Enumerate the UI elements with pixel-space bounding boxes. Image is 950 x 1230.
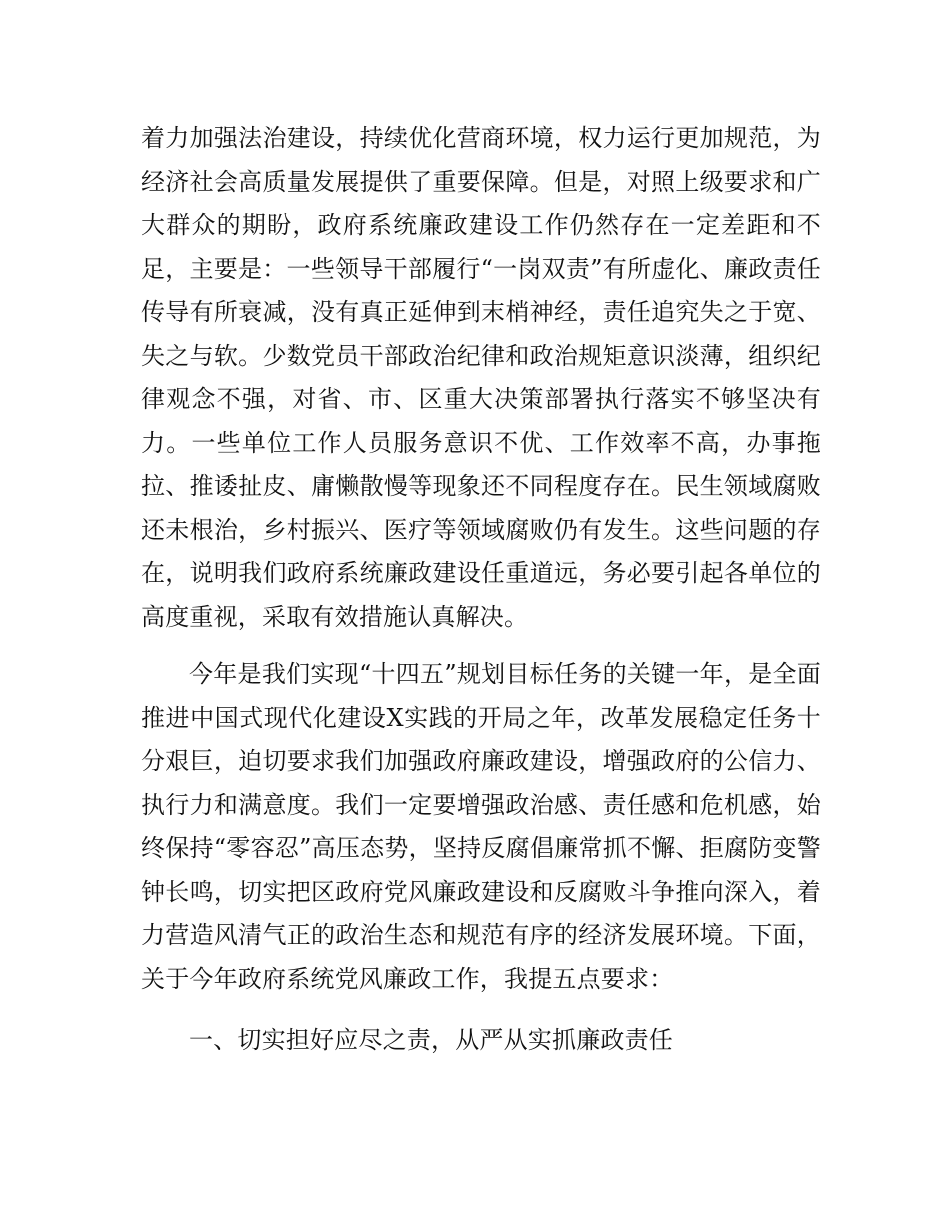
section-heading-one: 一、切实担好应尽之责，从严从实抓廉政责任	[189, 1026, 673, 1054]
paragraph-this-year: 今年是我们实现“十四五”规划目标任务的关键一年，是全面推进中国式现代化建设X实践的开局之年，改革发展稳定任务十分艰巨，迫切要求我们加强政府廉政建设，增强政府的公信力、执行力和满意度。我们一定要增强政治感、责任感和危机感，始终保持“零容忍”高压态势，坚持反腐倡廉常抓不懈、拒腐防变警钟长鸣，切实把区政府党风廉政建设和反腐败斗争推向深入，着力营造风清气正的政治生态和规范有序的经济发展环境。下面，关于今年政府系统党风廉政工作，我提五点要求：	[141, 660, 821, 993]
document-body	[141, 117, 821, 1063]
paragraph-continuation: 着力加强法治建设，持续优化营商环境，权力运行更加规范，为经济社会高质量发展提供了重要保障。但是，对照上级要求和广大群众的期盼，政府系统廉政建设工作仍然存在一定差距和不足，主要是：一些领导干部履行“一岗双责”有所虚化、廉政责任传导有所衰减，没有真正延伸到末梢神经，责任追究失之于宽、失之与软。少数党员干部政治纪律和政治规矩意识淡薄，组织纪律观念不强，对省、市、区重大决策部署执行落实不够坚决有力。一些单位工作人员服务意识不优、工作效率不高，办事拖拉、推诿扯皮、庸懒散慢等现象还不同程度存在。民生领域腐败还未根治，乡村振兴、医疗等领域腐败仍有发生。这些问题的存在，说明我们政府系统廉政建设任重道远，务必要引起各单位的高度重视，采取有效措施认真解决。	[141, 124, 821, 631]
